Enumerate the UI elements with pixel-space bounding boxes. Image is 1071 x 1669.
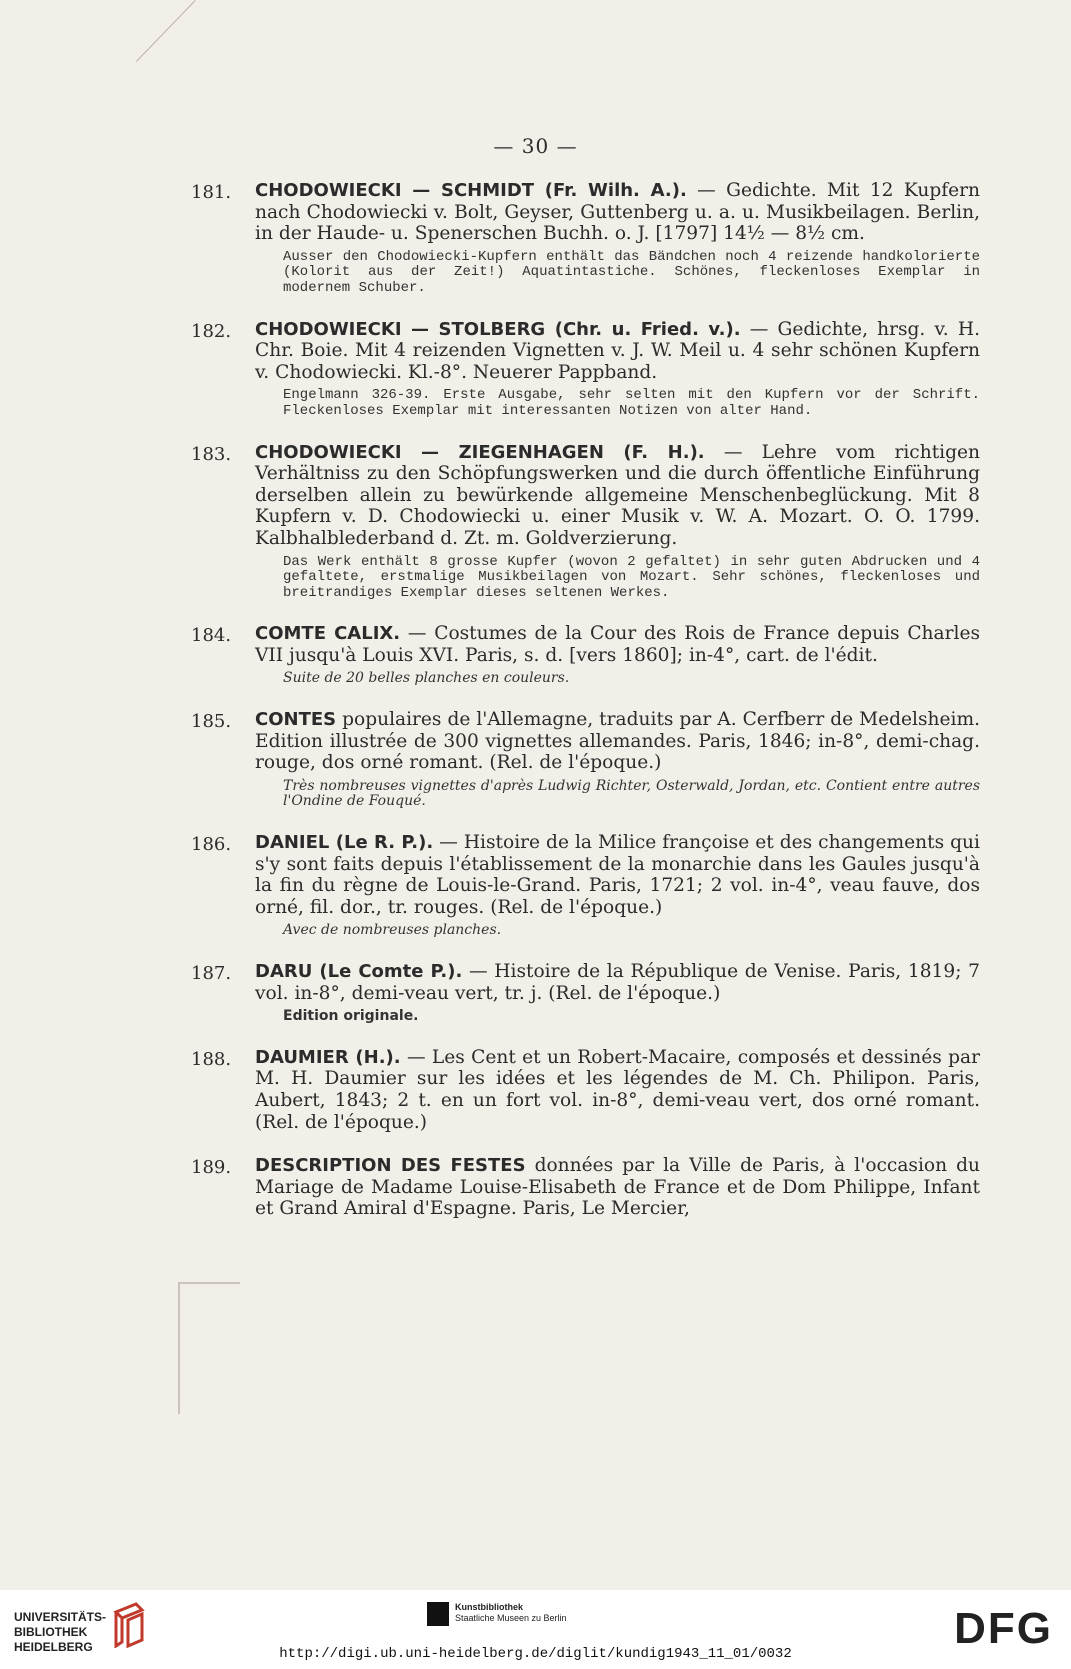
catalog-entry [191, 832, 980, 939]
entry-heading: CHODOWIECKI — ZIEGENHAGEN (F. H.). [255, 441, 705, 463]
entry-text: — Lehre vom richtigen Verhältniss zu den Schöpfungswerken und die durch öffentliche Einführung derselben allein zu bewürkende allgemeine Menschenbeglückung. Mit 8 Kupfern v. D. Chodowiecki u. einer Musik v. W. A. Mozart. O. O. 1799. Kalbhalblederband d. Zt. m. Goldverzierung. [255, 441, 980, 549]
catalog-entry [191, 1155, 980, 1220]
entry-description [255, 180, 980, 245]
entry-text: — Costumes de la Cour des Rois de France depuis Charles VII jusqu'à Louis XVI. Paris, s. d. [vers 1860]; in-4°, cart. de l'édit. [255, 623, 980, 666]
entry-description [255, 1155, 980, 1220]
entry-number: 183. [191, 443, 232, 465]
entry-number: 187. [191, 963, 232, 984]
entry-description [255, 319, 980, 384]
entry-heading: DAUMIER (H.). [255, 1046, 401, 1068]
footer-bar [0, 1590, 1071, 1669]
entry-description [255, 1047, 980, 1133]
entry-heading: DARU (Le Comte P.). [255, 961, 463, 982]
entry-note: Das Werk enthält 8 grosse Kupfer (wovon 2 gefaltet) in sehr guten Abdrucken und 4 gefaltete, erstmalige Musikbeilagen von Mozart. Sehr schönes, fleckenloses und breitrandiges Exemplar dieses seltenen Werkes. [283, 553, 980, 601]
entry-number: 181. [191, 182, 232, 203]
entry-heading: DANIEL (Le R. P.). [255, 832, 434, 854]
entry-number: 182. [191, 320, 232, 342]
entry-text: — Gedichte, hrsg. v. H. Chr. Boie. Mit 4 reizenden Vignetten v. J. W. Meil u. 4 sehr schönen Kupfern v. Chodowiecki. Kl.-8°. Neuerer Pappband. [255, 318, 980, 383]
entry-text: populaires de l'Allemagne, traduits par A. Cerfberr de Medelsheim. Edition illustrée de 300 vignettes allemandes. Paris, 1846; in-8°, demi-chag. rouge, dos orné romant. (Rel. de l'époque.) [255, 709, 980, 774]
entry-heading: CHODOWIECKI — SCHMIDT (Fr. Wilh. A.). [255, 180, 687, 201]
entry-note: Avec de nombreuses planches. [283, 922, 502, 939]
entry-number: 186. [191, 834, 232, 856]
university-crest-icon [112, 1602, 146, 1648]
entry-note: Engelmann 326-39. Erste Ausgabe, sehr selten mit den Kupfern vor der Schrift. Fleckenloses Exemplar mit interessanten Notizen von alter Hand. [283, 387, 980, 419]
entry-description [255, 442, 980, 550]
catalog-entry [191, 961, 980, 1025]
university-library-logo[interactable]: UNIVERSITÄTS- BIBLIOTHEK HEIDELBERG [14, 1610, 107, 1654]
catalog-entry [191, 441, 980, 602]
catalog-entry [191, 318, 980, 420]
catalog-entry [191, 709, 980, 810]
catalog-entry [191, 1046, 981, 1133]
entry-heading: CHODOWIECKI — STOLBERG (Chr. u. Fried. v.). [255, 318, 741, 340]
entry-heading: COMTE CALIX. [255, 623, 401, 645]
kunstbibliothek-icon [427, 1602, 449, 1626]
entry-description [255, 832, 980, 918]
entry-number: 184. [191, 625, 232, 647]
kunstbibliothek-logo[interactable]: Kunstbibliothek Staatliche Museen zu Berlin [455, 1602, 567, 1624]
catalog-entry [191, 623, 980, 687]
entry-note: Ausser den Chodowiecki-Kupfern enthält das Bändchen noch 4 reizende handkolorierte (Kolorit aus der Zeit!) Aquatintastiche. Schönes, fleckenloses Exemplar in modernem Schuber. [283, 248, 980, 296]
entry-description [255, 623, 980, 666]
entry-number: 189. [191, 1157, 232, 1179]
entry-text: — Histoire de la Milice françoise et des changements qui s'y sont faits depuis l'établissement de la monarchie dans les Gaules jusqu'à la fin du règne de Louis-le-Grand. Paris, 1721; 2 vol. in-4°, veau fauve, dos orné, fil. dor., tr. rouges. (Rel. de l'époque.) [255, 832, 980, 918]
entry-text: données par la Ville de Paris, à l'occasion du Mariage de Madame Louise-Elisabeth de France et de Dom Philippe, Infant et Grand Amiral d'Espagne. Paris, Le Mercier, [255, 1155, 980, 1220]
permalink-url[interactable]: http://digi.ub.uni-heidelberg.de/diglit/kundig1943_11_01/0032 [279, 1646, 792, 1662]
entry-text: — Histoire de la République de Venise. Paris, 1819; 7 vol. in-8°, demi-veau vert, tr. j. (Rel. de l'époque.) [255, 961, 980, 1004]
entry-heading: CONTES [255, 709, 337, 731]
fold-mark [136, 0, 196, 62]
catalog-entries [191, 180, 981, 1242]
entry-description [255, 961, 980, 1004]
entry-description [255, 709, 980, 774]
dfg-logo[interactable]: DFG [954, 1604, 1053, 1653]
pencil-bracket-mark [178, 1282, 240, 1414]
catalog-entry [191, 180, 980, 297]
entry-text: — Les Cent et un Robert-Macaire, composés et dessinés par M. H. Daumier sur les idées et les légendes de M. Ch. Philipon. Paris, Aubert, 1843; 2 t. en un fort vol. in-8°, demi-veau vert, dos orné romant. (Rel. de l'époque.) [255, 1046, 981, 1133]
entry-note: Suite de 20 belles planches en couleurs. [283, 670, 570, 687]
entry-note: Edition originale. [283, 1008, 419, 1025]
entry-note: Très nombreuses vignettes d'après Ludwig Richter, Osterwald, Jordan, etc. Contient entre autres l'Ondine de Fouqué. [283, 777, 980, 810]
entry-number: 188. [191, 1048, 232, 1070]
entry-text: — Gedichte. Mit 12 Kupfern nach Chodowiecki v. Bolt, Geyser, Guttenberg u. a. u. Musikbeilagen. Berlin, in der Haude- u. Spenerschen Buchh. o. J. [1797] 14½ — 8½ cm. [255, 180, 980, 245]
entry-heading: DESCRIPTION DES FESTES [255, 1155, 526, 1177]
page-number: — 30 — [493, 134, 578, 158]
entry-number: 185. [191, 711, 232, 733]
